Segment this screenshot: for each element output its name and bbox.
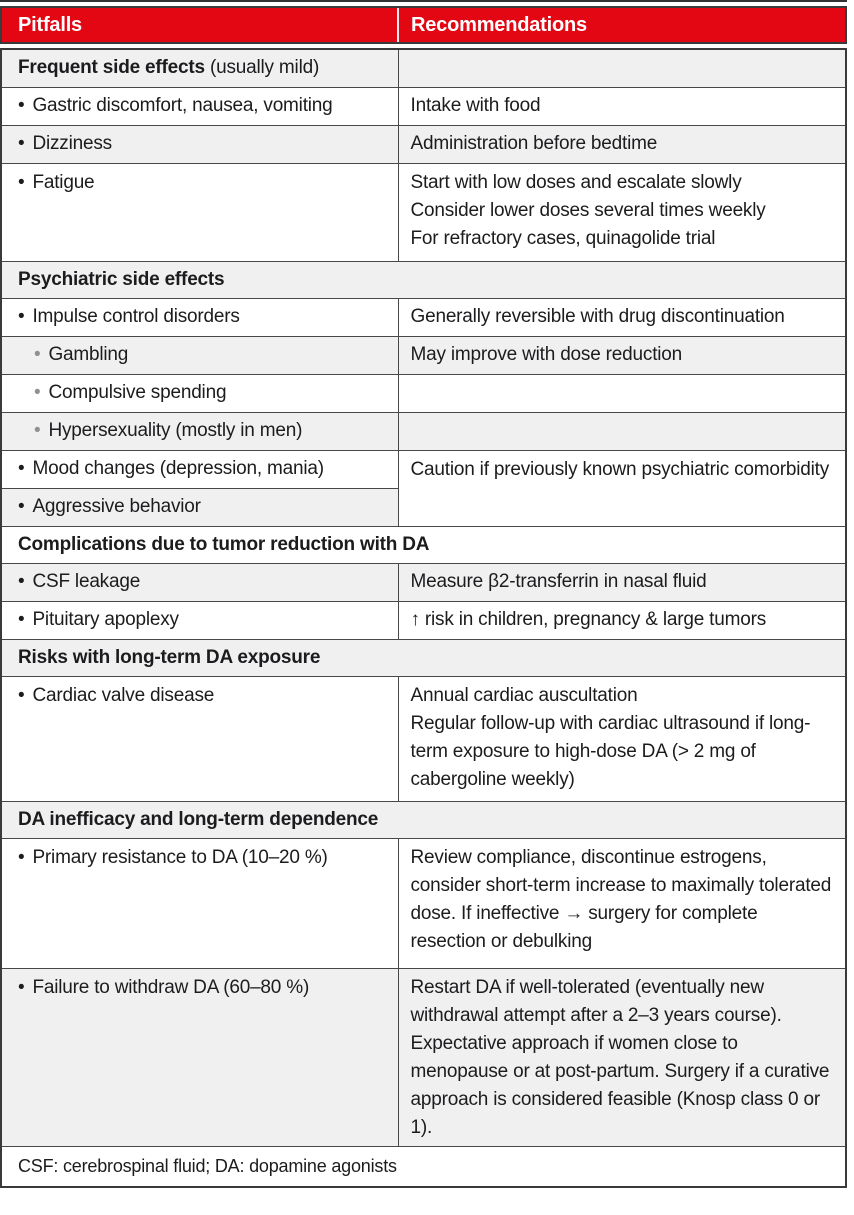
pitfall-text: Pituitary apoplexy — [32, 609, 179, 630]
table-row — [1, 526, 846, 563]
recommendation-cell — [398, 601, 846, 639]
recommendation-cell — [398, 336, 846, 374]
recommendation-line: Restart DA if well-tolerated (eventually new withdrawal attempt after a 2–3 years course). Expectative approach if women close to menopause or at post-partum. Surgery if a curative approach is considered feasible (Knosp class 0 or 1). — [410, 976, 830, 1138]
table-row — [1, 49, 846, 87]
bullet-icon: • — [18, 976, 25, 998]
table-row — [1, 261, 846, 298]
table-row — [1, 968, 846, 1146]
header-cell-pitfalls — [2, 8, 399, 42]
pitfall-text: Primary resistance to DA (10–20 %) — [32, 846, 328, 868]
pitfall-cell — [1, 49, 398, 87]
table-row — [1, 163, 846, 261]
recommendation-line: Measure β2-transferrin in nasal fluid — [410, 571, 707, 592]
pitfall-cell — [1, 163, 398, 261]
recommendation-line: Consider lower doses several times weekly — [410, 199, 766, 221]
bullet-icon: • — [18, 496, 25, 517]
subheader-bold-text: Frequent side effects — [18, 57, 205, 79]
table-header-row — [0, 6, 847, 44]
footnote-cell: CSF: cerebrospinal fluid; DA: dopamine agonists — [1, 1146, 846, 1187]
pitfall-text: Impulse control disorders — [32, 306, 240, 327]
table-row — [1, 838, 846, 968]
table-row — [1, 639, 846, 676]
pitfall-text: CSF leakage — [32, 571, 141, 592]
recommendation-cell — [398, 563, 846, 601]
table-row — [1, 563, 846, 601]
pitfall-cell — [1, 676, 398, 801]
subheader-normal-text: (usually mild) — [204, 57, 320, 79]
recommendation-line: Regular follow-up with cardiac ultrasound if long-term exposure to high-dose DA (> 2 mg of cabergoline weekly) — [410, 712, 811, 790]
table-row — [1, 412, 846, 450]
recommendation-cell — [398, 838, 846, 968]
recommendation-cell — [398, 968, 846, 1146]
bullet-icon: • — [34, 382, 41, 403]
pitfall-text: Failure to withdraw DA (60–80 %) — [32, 976, 310, 998]
recommendation-line: Generally reversible with drug discontinuation — [410, 306, 785, 327]
pitfall-cell — [1, 563, 398, 601]
pitfall-text: Fatigue — [32, 171, 95, 193]
pitfall-cell — [1, 125, 398, 163]
header-cell-recommendations — [399, 8, 845, 42]
section-header-cell: Risks with long-term DA exposure — [1, 639, 846, 676]
pitfall-cell — [1, 601, 398, 639]
pitfall-cell — [1, 412, 398, 450]
pitfall-text: Gambling — [48, 344, 129, 365]
recommendation-cell — [398, 450, 846, 526]
bullet-icon: • — [18, 458, 25, 479]
section-header-cell: Psychiatric side effects — [1, 261, 846, 298]
bullet-icon: • — [34, 344, 41, 365]
table-row — [1, 374, 846, 412]
pitfall-cell — [1, 488, 398, 526]
pitfall-cell — [1, 336, 398, 374]
header-label-pitfalls: Pitfalls — [18, 13, 82, 36]
pitfalls-recommendations-table — [0, 48, 847, 1188]
recommendation-line: Intake with food — [410, 95, 541, 116]
pitfall-cell — [1, 298, 398, 336]
recommendation-cell — [398, 125, 846, 163]
pitfall-cell — [1, 374, 398, 412]
table-row — [1, 1146, 846, 1187]
table-row — [1, 298, 846, 336]
bullet-icon: • — [34, 420, 41, 441]
section-header-cell: DA inefficacy and long-term dependence — [1, 801, 846, 838]
bullet-icon: • — [18, 95, 25, 116]
recommendation-cell — [398, 298, 846, 336]
bullet-icon: • — [18, 846, 25, 868]
top-rule-divider — [0, 0, 847, 2]
table-row — [1, 676, 846, 801]
table-row — [1, 601, 846, 639]
recommendation-cell — [398, 374, 846, 412]
bullet-icon: • — [18, 684, 25, 706]
bullet-icon: • — [18, 571, 25, 592]
section-header-cell: Complications due to tumor reduction with DA — [1, 526, 846, 563]
recommendation-line: May improve with dose reduction — [410, 344, 683, 365]
table-row — [1, 87, 846, 125]
pitfall-text: Mood changes (depression, mania) — [32, 458, 324, 479]
pitfall-text: Cardiac valve disease — [32, 684, 215, 706]
recommendation-line: Review compliance, discontinue estrogens, consider short-term increase to maximally tolerated dose. If ineffective → surgery for complete resection or debulking — [410, 846, 832, 952]
pitfall-cell — [1, 968, 398, 1146]
pitfall-text: Gastric discomfort, nausea, vomiting — [32, 95, 333, 116]
recommendation-line: Administration before bedtime — [410, 133, 658, 154]
pitfall-text: Aggressive behavior — [32, 496, 201, 517]
table-row — [1, 801, 846, 838]
pitfall-text: Dizziness — [32, 133, 112, 154]
bullet-icon: • — [18, 133, 25, 154]
recommendation-cell — [398, 87, 846, 125]
pitfall-cell — [1, 838, 398, 968]
table-body — [1, 49, 846, 1187]
recommendation-cell — [398, 676, 846, 801]
bullet-icon: • — [18, 609, 25, 630]
table-row — [1, 336, 846, 374]
table-row — [1, 125, 846, 163]
pitfall-text: Compulsive spending — [48, 382, 227, 403]
recommendation-cell — [398, 412, 846, 450]
recommendation-line: Caution if previously known psychiatric comorbidity — [410, 458, 830, 480]
recommendation-cell — [398, 49, 846, 87]
bullet-icon: • — [18, 306, 25, 327]
pitfall-cell — [1, 87, 398, 125]
recommendation-cell — [398, 163, 846, 261]
pitfall-cell — [1, 450, 398, 488]
header-label-recommendations: Recommendations — [411, 13, 587, 36]
pitfall-text: Hypersexuality (mostly in men) — [48, 420, 303, 441]
recommendation-line: Start with low doses and escalate slowly — [410, 171, 742, 193]
recommendation-line: ↑ risk in children, pregnancy & large tumors — [410, 609, 767, 630]
table-row — [1, 450, 846, 488]
recommendation-line: For refractory cases, quinagolide trial — [410, 227, 716, 249]
bullet-icon: • — [18, 171, 25, 193]
recommendation-line: Annual cardiac auscultation — [410, 684, 638, 706]
